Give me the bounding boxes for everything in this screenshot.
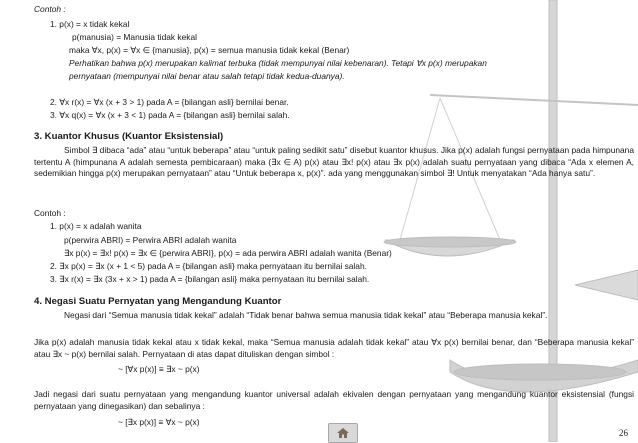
home-button[interactable] [328, 423, 358, 443]
section3-title: 3. Kuantor Khusus (Kuantor Eksistensial) [34, 131, 224, 142]
example2-item1-line1: 1. p(x) = x adalah wanita [50, 221, 142, 231]
example1-item1-note1: Perhatikan bahwa p(x) merupakan kalimat terbuka (tidak mempunyai nilai kebenaran). Tetapi ∀x p(x) merupakan [69, 58, 487, 68]
example2-item1-line2: p(perwira ABRI) = Perwira ABRI adalah wanita [64, 235, 237, 245]
example1-item1-line2: p(manusia) = Manusia tidak kekal [72, 32, 197, 42]
page-number: 26 [619, 428, 628, 438]
home-icon [336, 427, 350, 439]
example2-heading: Contoh : [34, 208, 66, 218]
example2-item3: 3. ∃x r(x) = ∃x (3x + x > 1) pada A = {bilangan asli} maka pernyataan itu bernilai salah. [50, 274, 370, 284]
example1-heading: Contoh : [34, 4, 66, 14]
example2-item1-line3: ∃x p(x) = ∃x! p(x) = ∃x ∈ {perwira ABRI}, p(x) = ada perwira ABRI adalah wanita (Benar) [64, 248, 392, 258]
example1-item1-note2: pernyataan (mempunyai nilai benar atau salah tetapi tidak kedua-duanya). [69, 71, 345, 81]
section4-formula2: ~ [∃x p(x)] ≡ ∀x ~ p(x) [118, 417, 200, 427]
section4-title: 4. Negasi Suatu Pernyatan yang Mengandung Kuantor [34, 296, 282, 307]
example2-item2: 2. ∃x p(x) = ∃x (x + 1 < 5) pada A = {bilangan asli} maka pernyataan itu bernilai salah. [50, 261, 367, 271]
section4-paragraph3: Jadi negasi dari suatu pernyataan yang mengandung kuantor universal adalah ekivalen dengan pernyataan yang mengandung kuantor eksistensial (fungsi pernyataan yang dinegasikan) dan sebalinya : [34, 389, 634, 411]
example1-item2: 2. ∀x r(x) = ∀x (x + 3 > 1) pada A = {bilangan asli} bernilai benar. [50, 97, 289, 107]
example1-item1-line1: 1. p(x) = x tidak kekal [50, 19, 130, 29]
section4-paragraph2: Jika p(x) adalah manusia tidak kekal atau x tidak kekal, maka “Semua manusia adalah tidak kekal” atau ∀x p(x) bernilai benar, dan “Beberapa manusia kekal” atau ∃x ~ p(x) bernilai salah. Pernyataan di atas dapat dituliskan dengan simbol : [34, 337, 634, 359]
section4-formula1: ~ [∀x p(x)] ≡ ∃x ~ p(x) [118, 364, 200, 374]
section4-paragraph1: Negasi dari “Semua manusia tidak kekal” adalah “Tidak benar bahwa semua manusia tidak kekal” atau “Beberapa manusia kekal”. [64, 310, 548, 320]
example1-item3: 3. ∀x q(x) = ∀x (x + 3 < 1) pada A = {bilangan asli} bernilai salah. [50, 110, 290, 120]
example1-item1-line3: maka ∀x, p(x) = ∀x ∈ {manusia}, p(x) = semua manusia tidak kekal (Benar) [69, 45, 350, 55]
section3-paragraph: Simbol ∃ dibaca “ada” atau “untuk beberapa” atau “untuk paling sedikit satu” disebut kuantor khusus. Jika p(x) adalah fungsi pernyataan pada himpunana tertentu A (himpunana A adalah semesta pembicaraan) maka (∃x ∈ A) p(x) atau ∃x! p(x) atau ∃x p(x) adalah suatu pernyataan yang dibaca “Ada x elemen A, sedemikian hingga p(x) merupakan pernyataan” atau “Untuk beberapa x, p(x)”. ada yang menggunakan simbol ∃! Untuk menyatakan “Ada hanya satu”. [34, 145, 634, 178]
